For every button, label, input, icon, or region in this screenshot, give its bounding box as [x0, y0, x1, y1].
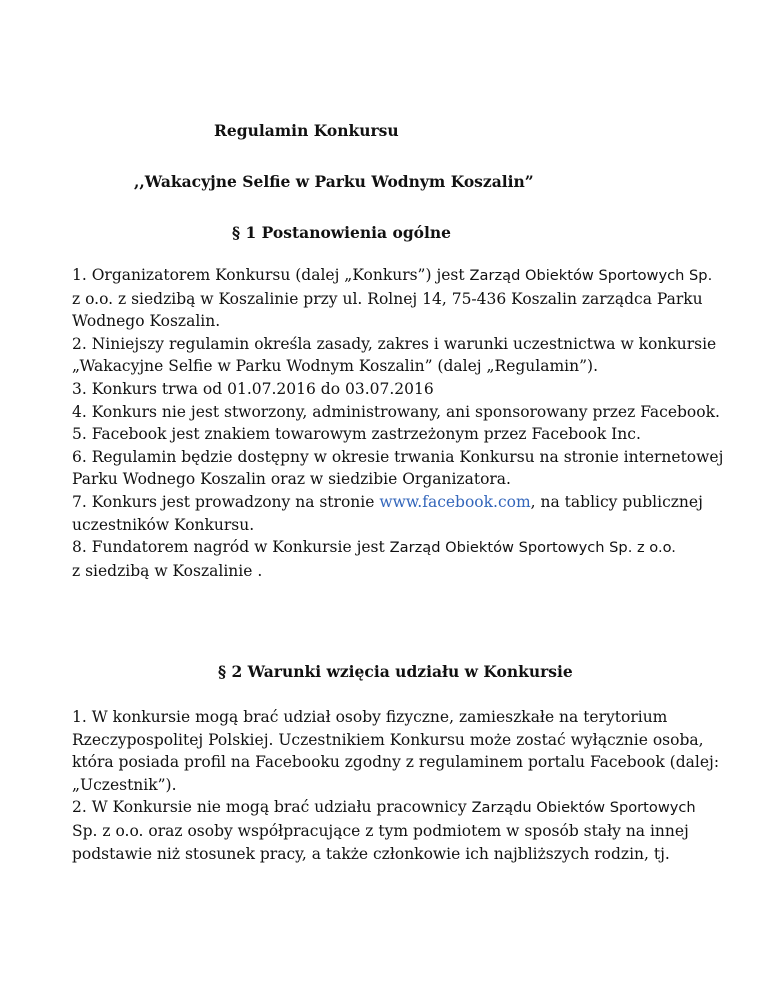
paragraph-line: z siedzibą w Koszalinie . — [72, 561, 263, 580]
paragraph-line: 2. Niniejszy regulamin określa zasady, zakres i warunki uczestnictwa w konkursie — [72, 334, 717, 353]
section-2-body — [72, 706, 720, 865]
paragraph-line: 1. W konkursie mogą brać udział osoby fizyczne, zamieszkałe na terytorium — [72, 708, 668, 726]
paragraph-line — [72, 536, 712, 560]
section-1-body — [72, 264, 724, 582]
paragraph-line: uczestników Konkursu. — [72, 515, 255, 534]
text-run: 8. Fundatorem nagród w Konkursie jest — [72, 538, 390, 557]
section-2-heading: § 2 Warunki wzięcia udziału w Konkursie — [218, 662, 573, 681]
organizer-name: Zarząd Obiektów Sportowych Sp. — [469, 267, 713, 284]
paragraph-line: Sp. z o.o. oraz osoby współpracujące z tym podmiotem w sposób stały na innej — [72, 821, 689, 840]
document-title: Regulamin Konkursu — [214, 121, 399, 140]
paragraph-line: która posiada profil na Facebooku zgodny z regulaminem portalu Facebook (dalej: — [72, 753, 720, 772]
document-subtitle: ,,Wakacyjne Selfie w Parku Wodnym Koszalin” — [134, 172, 534, 191]
paragraph-line: Rzeczypospolitej Polskiej. Uczestnikiem Konkursu może zostać wyłącznie osoba, — [72, 730, 704, 749]
paragraph-line: 6. Regulamin będzie dostępny w okresie trwania Konkursu na stronie internetowej — [72, 447, 724, 466]
paragraph-line — [72, 796, 712, 820]
paragraph-line: Wodnego Koszalin. — [72, 312, 221, 331]
paragraph-line: 4. Konkurs nie jest stworzony, administrowany, ani sponsorowany przez Facebook. — [72, 402, 720, 421]
paragraph-line: „Wakacyjne Selfie w Parku Wodnym Koszalin” (dalej „Regulamin”). — [72, 357, 599, 376]
text-run: 1. Organizatorem Konkursu (dalej „Konkurs”) jest — [72, 266, 470, 284]
paragraph-line: 5. Facebook jest znakiem towarowym zastrzeżonym przez Facebook Inc. — [72, 425, 641, 444]
paragraph-line: Parku Wodnego Koszalin oraz w siedzibie Organizatora. — [72, 470, 511, 489]
paragraph-line: podstawie niż stosunek pracy, a także członkowie ich najbliższych rodzin, tj. — [72, 844, 670, 863]
text-run: , na tablicy publicznej — [530, 492, 703, 511]
section-1-heading: § 1 Postanowienia ogólne — [232, 223, 452, 242]
text-run: 7. Konkurs jest prowadzony na stronie — [72, 492, 380, 511]
paragraph-line — [72, 491, 712, 514]
paragraph-line: z o.o. z siedzibą w Koszalinie przy ul. Rolnej 14, 75-436 Koszalin zarządca Parku — [72, 289, 703, 308]
facebook-link[interactable]: www.facebook.com — [379, 492, 531, 511]
paragraph-line: 3. Konkurs trwa od 01.07.2016 do 03.07.2016 — [72, 379, 434, 398]
text-run: 2. W Konkursie nie mogą brać udziału pracownicy — [72, 798, 472, 817]
sponsor-name: Zarząd Obiektów Sportowych Sp. z o.o. — [389, 539, 676, 557]
paragraph-line: „Uczestnik”). — [72, 775, 177, 794]
paragraph-line — [72, 264, 712, 288]
organizer-name: Zarządu Obiektów Sportowych — [471, 799, 696, 817]
